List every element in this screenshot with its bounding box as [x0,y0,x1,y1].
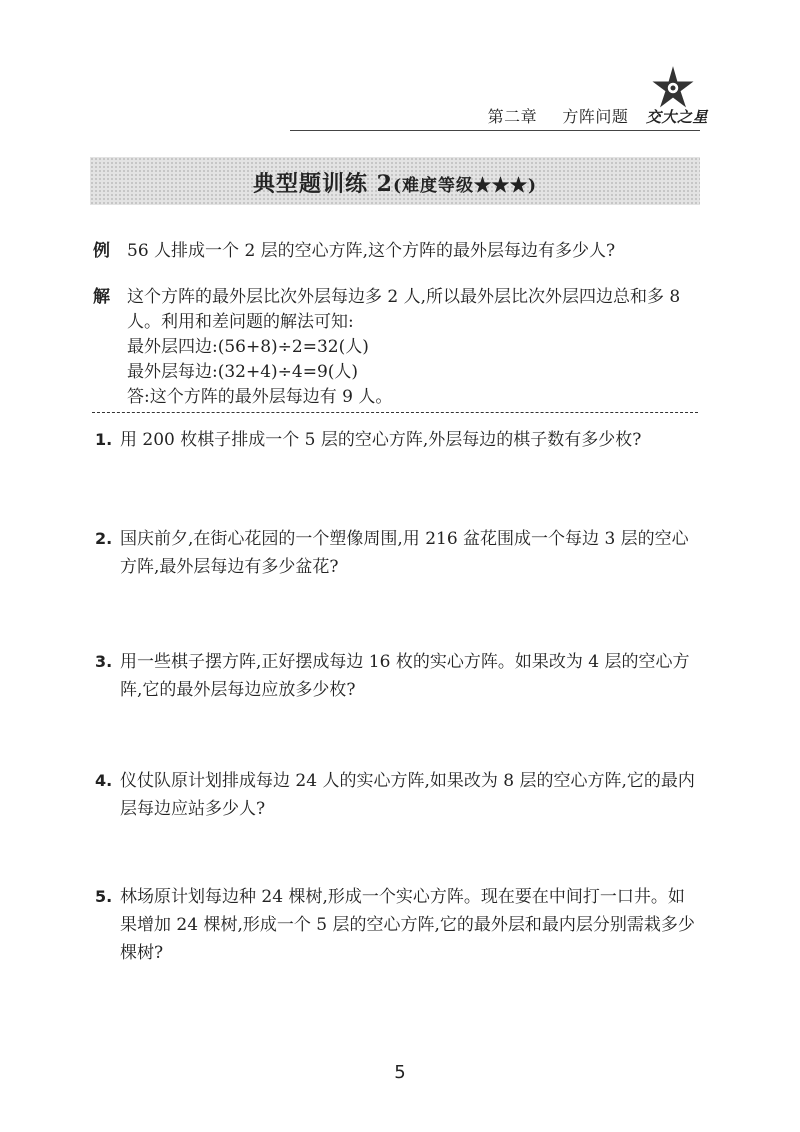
chapter-label: 第二章 [487,107,538,126]
page-header [0,0,800,140]
question-3 [95,648,710,704]
question-line: 仪仗队原计划排成每边 24 人的实心方阵,如果改为 8 层的空心方阵,它的最内 [120,771,695,791]
question-number: 5. [95,887,113,906]
question-5 [95,883,710,967]
question-line: 果增加 24 棵树,形成一个 5 层的空心方阵,它的最外层和最内层分别需栽多少 [120,915,695,935]
section-label: 方阵问题 [562,107,629,126]
question-line: 方阵,最外层每边有多少盆花? [120,557,339,577]
solution-tag: 解 [93,287,110,307]
question-line: 用一些棋子摆方阵,正好摆成每边 16 枚的实心方阵。如果改为 4 层的空心方 [120,652,690,672]
example-problem [93,236,615,261]
solution-line-3: 最外层四边:(56+8)÷2=32(人) [127,337,369,357]
page-number: 5 [394,1062,406,1083]
question-line: 国庆前夕,在街心花园的一个塑像周围,用 216 盆花围成一个每边 3 层的空心 [120,529,689,549]
question-line: 用 200 枚棋子排成一个 5 层的空心方阵,外层每边的棋子数有多少枚? [120,430,642,450]
question-number: 3. [95,652,113,671]
difficulty-label: (难度等级★★★) [392,176,538,196]
solution-line-2: 人。利用和差问题的解法可知: [127,312,354,332]
question-line: 棵树? [120,943,164,963]
question-number: 1. [95,430,113,449]
question-4 [95,767,710,823]
example-solution [93,285,713,410]
section-title-band [90,157,700,205]
solution-line-1: 这个方阵的最外层比次外层每边多 2 人,所以最外层比次外层四边总和多 8 [127,287,681,307]
question-2 [95,525,710,581]
question-line: 层每边应站多少人? [120,799,266,819]
question-number: 4. [95,771,113,790]
star-logo-icon [652,66,694,108]
dashed-divider [92,412,698,413]
header-rule [290,130,700,131]
solution-answer: 答:这个方阵的最外层每边有 9 人。 [127,387,393,407]
question-line: 林场原计划每边种 24 棵树,形成一个实心方阵。现在要在中间打一口井。如 [120,887,685,907]
brand-label: 交大之星 [645,108,708,126]
example-text: 56 人排成一个 2 层的空心方阵,这个方阵的最外层每边有多少人? [127,241,616,261]
question-number: 2. [95,529,113,548]
solution-line-4: 最外层每边:(32+4)÷4=9(人) [127,362,359,382]
section-title [90,167,700,198]
running-header [488,104,708,127]
question-1 [95,426,710,454]
section-title-main: 典型题训练 2 [252,171,393,197]
question-line: 阵,它的最外层每边应放多少枚? [120,680,356,700]
example-tag: 例 [93,241,110,261]
